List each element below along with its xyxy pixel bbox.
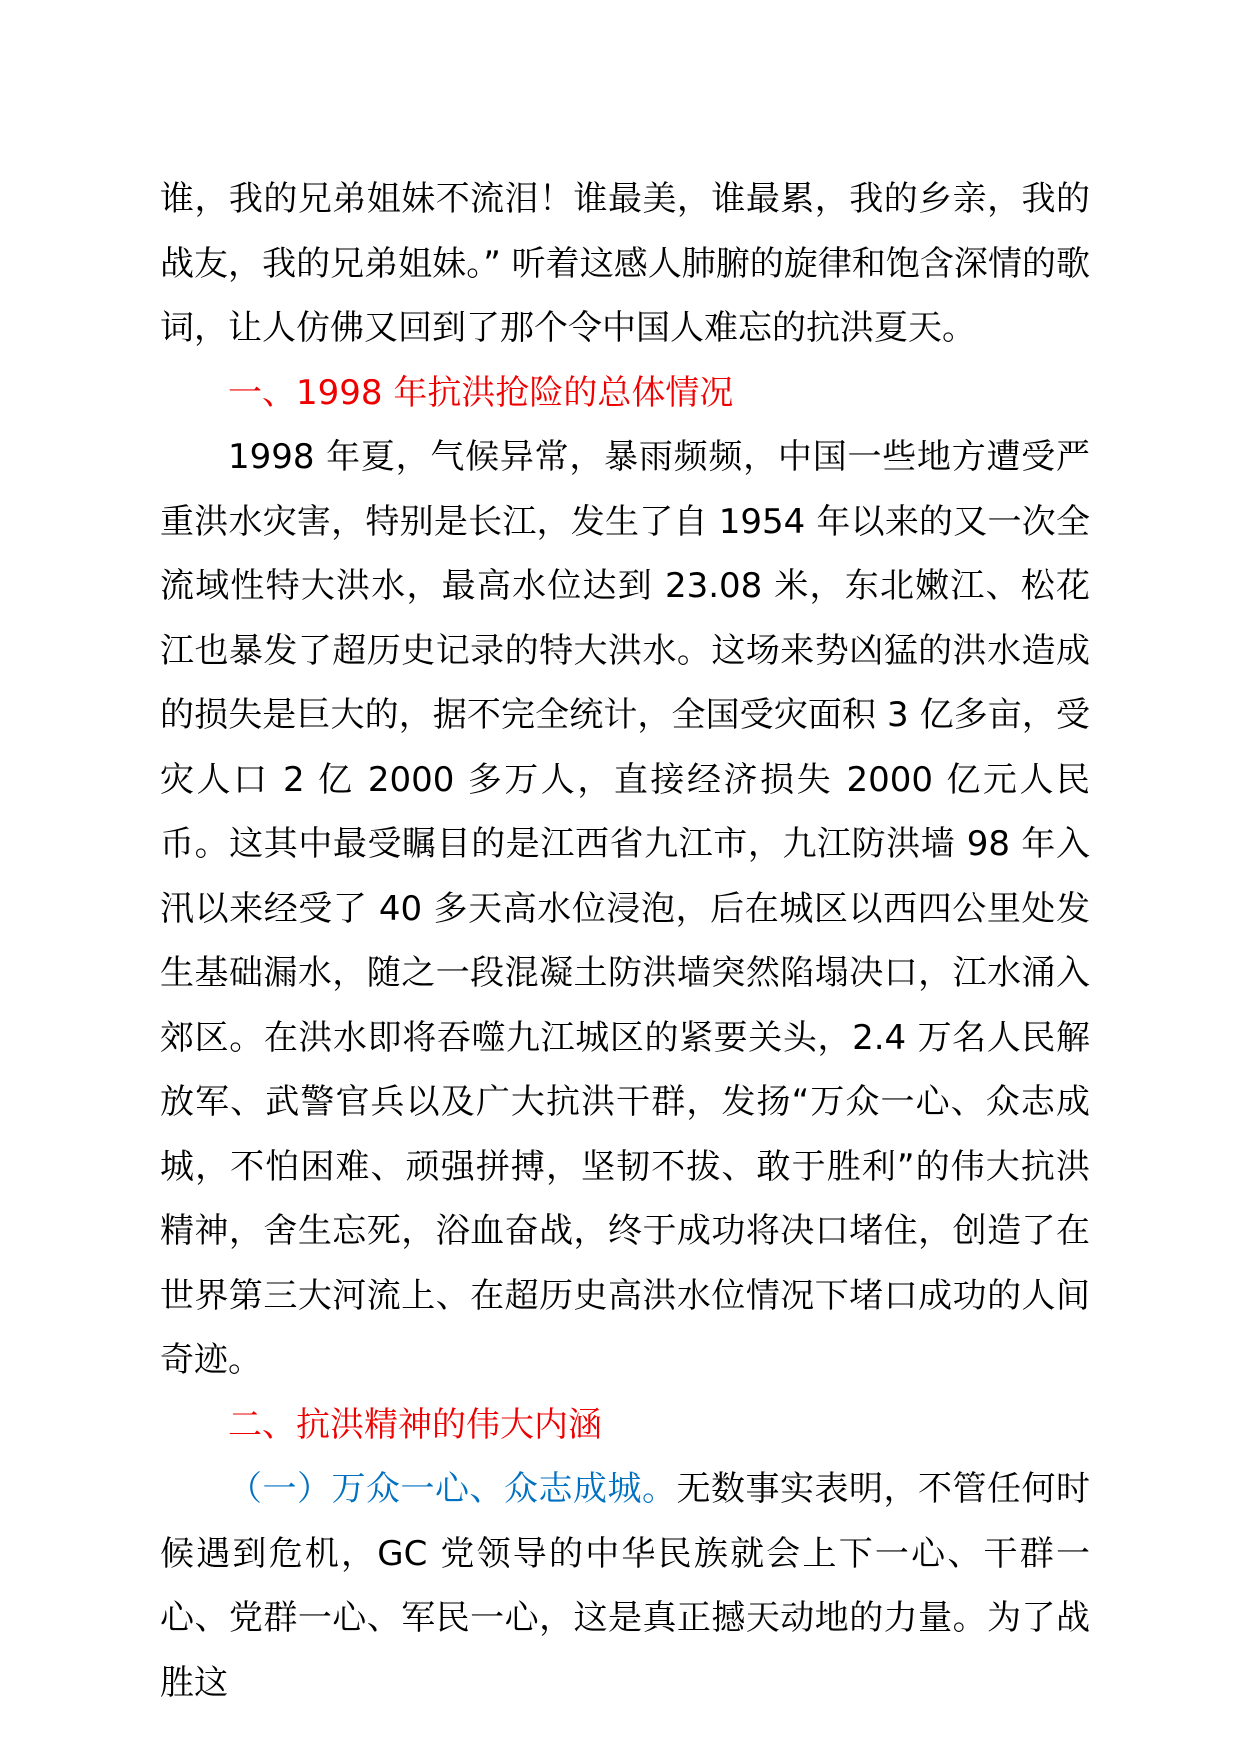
- paragraph-subsection-1: [160, 1457, 1090, 1715]
- subsection-title-1: （一）万众一心、众志成城。: [228, 1469, 677, 1509]
- document-body: [160, 167, 1090, 1715]
- paragraph-1998-flood: 1998 年夏，气候异常，暴雨频频，中国一些地方遭受严重洪水灾害，特别是长江，发生了自 1954 年以来的又一次全流域性特大洪水，最高水位达到 23.08 米，东北嫩江、松花江也暴发了超历史记录的特大洪水。这场来势凶猛的洪水造成的损失是巨大的，据不完全统计，全国受灾面积 3 亿多亩，受灾人口 2 亿 2000 多万人，直接经济损失 2000 亿元人民币。这其中最受瞩目的是江西省九江市，九江防洪墙 98 年入汛以来经受了 40 多天高水位浸泡，后在城区以西四公里处发生基础漏水，随之一段混凝土防洪墙突然陷塌决口，江水涌入郊区。在洪水即将吞噬九江城区的紧要关头，2.4 万名人民解放军、武警官兵以及广大抗洪干群，发扬“万众一心、众志成城，不怕困难、顽强拼搏，坚韧不拔、敢于胜利”的伟大抗洪精神，舍生忘死，浴血奋战，终于成功将决口堵住，创造了在世界第三大河流上、在超历史高洪水位情况下堵口成功的人间奇迹。: [160, 437, 1090, 1380]
- paragraph-continuation: 谁，我的兄弟姐妹不流泪！谁最美，谁最累，我的乡亲，我的战友，我的兄弟姐妹。” 听着这感人肺腑的旋律和饱含深情的歌词，让人仿佛又回到了那个令中国人难忘的抗洪夏天。: [160, 179, 1090, 348]
- section-heading-1: 一、1998 年抗洪抢险的总体情况: [228, 372, 734, 413]
- subsection-text-1: 无数事实表明，不管任何时候遇到危机，GC 党领导的中华民族就会上下一心、干群一心、党群一心、军民一心，这是真正撼天动地的力量。为了战胜这: [160, 1469, 1090, 1703]
- section-heading-2: 二、抗洪精神的伟大内涵: [228, 1404, 602, 1445]
